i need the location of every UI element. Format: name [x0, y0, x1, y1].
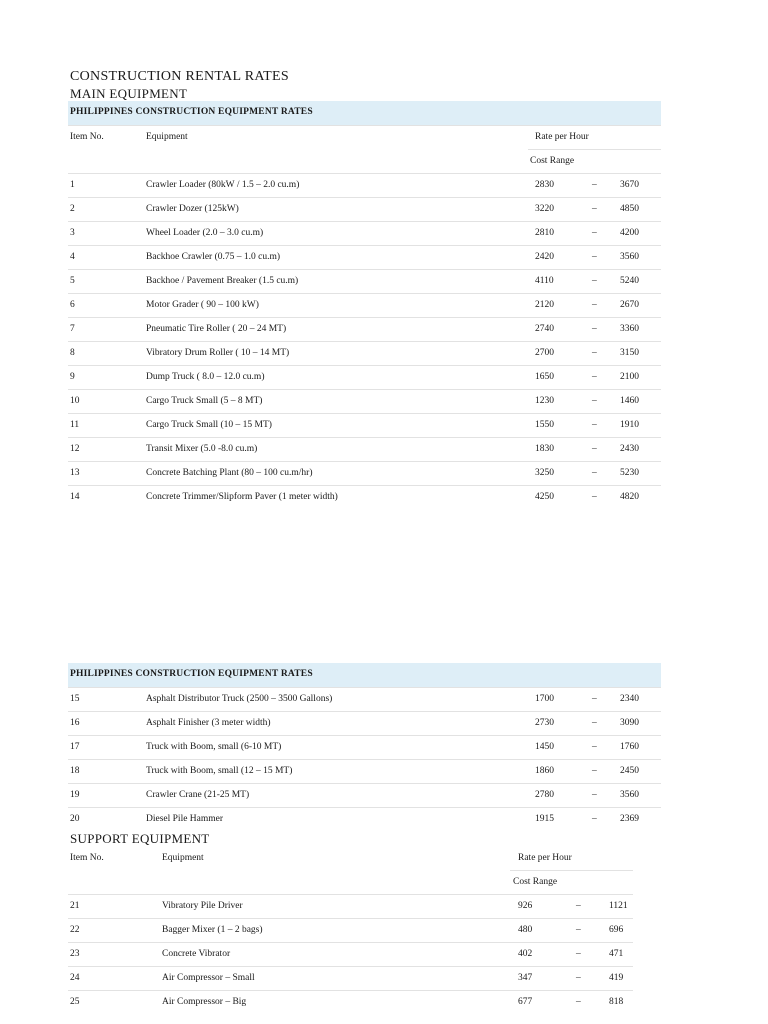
rate-max: 3670: [620, 180, 639, 190]
rate-max: 5240: [620, 276, 639, 286]
rate-max: 1460: [620, 396, 639, 406]
rate-min: 3250: [535, 468, 554, 478]
table-row: [68, 783, 661, 808]
equipment-name: Backhoe / Pavement Breaker (1.5 cu.m): [146, 276, 299, 286]
rate-min: 2420: [535, 252, 554, 262]
col-cost-range: Cost Range: [530, 156, 575, 166]
rate-min: 2780: [535, 790, 554, 800]
header-divider: [68, 125, 661, 126]
rate-max: 471: [609, 949, 624, 959]
col-item-no: Item No.: [70, 132, 104, 142]
header-divider: [528, 149, 661, 150]
item-number: 1: [70, 180, 75, 190]
item-number: 3: [70, 228, 75, 238]
table-row: [68, 918, 633, 943]
item-number: 17: [70, 742, 80, 752]
equipment-name: Truck with Boom, small (6-10 MT): [146, 742, 282, 752]
equipment-name: Crawler Crane (21-25 MT): [146, 790, 250, 800]
rate-max: 2450: [620, 766, 639, 776]
item-number: 8: [70, 348, 75, 358]
equipment-name: Crawler Loader (80kW / 1.5 – 2.0 cu.m): [146, 180, 300, 190]
item-number: 7: [70, 324, 75, 334]
table-row: [68, 317, 661, 342]
table-row: [68, 437, 661, 462]
equipment-name: Backhoe Crawler (0.75 – 1.0 cu.m): [146, 252, 281, 262]
rate-max: 2340: [620, 694, 639, 704]
table-band-2: [68, 663, 661, 687]
rate-min: 402: [518, 949, 533, 959]
rate-min: 1830: [535, 444, 554, 454]
item-number: 21: [70, 901, 80, 911]
table-row: [68, 365, 661, 390]
equipment-name: Concrete Trimmer/Slipform Paver (1 meter width): [146, 492, 338, 502]
rate-min: 2740: [535, 324, 554, 334]
table-row: [68, 735, 661, 760]
table-row: [68, 990, 633, 1015]
col-equipment: Equipment: [162, 853, 204, 863]
range-dash: –: [592, 324, 597, 334]
table-row: [68, 759, 661, 784]
range-dash: –: [592, 694, 597, 704]
col-equipment: Equipment: [146, 132, 188, 142]
equipment-name: Concrete Batching Plant (80 – 100 cu.m/hr): [146, 468, 313, 478]
rate-min: 1230: [535, 396, 554, 406]
range-dash: –: [592, 766, 597, 776]
rate-min: 3220: [535, 204, 554, 214]
item-number: 20: [70, 814, 80, 824]
item-number: 14: [70, 492, 80, 502]
item-number: 11: [70, 420, 80, 430]
equipment-name: Wheel Loader (2.0 – 3.0 cu.m): [146, 228, 264, 238]
rate-min: 1860: [535, 766, 554, 776]
rate-max: 3360: [620, 324, 639, 334]
page-title: CONSTRUCTION RENTAL RATES: [70, 69, 289, 84]
table-row: [68, 221, 661, 246]
item-number: 23: [70, 949, 80, 959]
range-dash: –: [592, 348, 597, 358]
range-dash: –: [592, 228, 597, 238]
band-title: PHILIPPINES CONSTRUCTION EQUIPMENT RATES: [70, 107, 313, 117]
range-dash: –: [592, 372, 597, 382]
rate-max: 2670: [620, 300, 639, 310]
equipment-name: Diesel Pile Hammer: [146, 814, 224, 824]
table-row: [68, 389, 661, 414]
table-row: [68, 293, 661, 318]
range-dash: –: [592, 468, 597, 478]
equipment-name: Asphalt Finisher (3 meter width): [146, 718, 271, 728]
rate-max: 1910: [620, 420, 639, 430]
rate-max: 419: [609, 973, 624, 983]
equipment-name: Transit Mixer (5.0 -8.0 cu.m): [146, 444, 258, 454]
rate-max: 2100: [620, 372, 639, 382]
header-divider: [510, 870, 633, 871]
range-dash: –: [592, 492, 597, 502]
range-dash: –: [576, 949, 581, 959]
rate-max: 4850: [620, 204, 639, 214]
equipment-name: Bagger Mixer (1 – 2 bags): [162, 925, 263, 935]
range-dash: –: [592, 204, 597, 214]
range-dash: –: [576, 997, 581, 1007]
range-dash: –: [592, 444, 597, 454]
table-row: [68, 687, 661, 712]
item-number: 19: [70, 790, 80, 800]
table-row: [68, 245, 661, 270]
equipment-name: Truck with Boom, small (12 – 15 MT): [146, 766, 293, 776]
col-rate: Rate per Hour: [535, 132, 589, 142]
rate-min: 1650: [535, 372, 554, 382]
rate-min: 480: [518, 925, 533, 935]
item-number: 5: [70, 276, 75, 286]
table-row: [68, 711, 661, 736]
rate-max: 4820: [620, 492, 639, 502]
item-number: 18: [70, 766, 80, 776]
rate-min: 4110: [535, 276, 554, 286]
col-rate: Rate per Hour: [518, 853, 572, 863]
item-number: 12: [70, 444, 80, 454]
table-row: [68, 413, 661, 438]
table-row: [68, 269, 661, 294]
table-row: [68, 485, 661, 510]
table-row: [68, 942, 633, 967]
table-row: [68, 966, 633, 991]
range-dash: –: [592, 814, 597, 824]
item-number: 2: [70, 204, 75, 214]
col-item-no: Item No.: [70, 853, 104, 863]
range-dash: –: [576, 973, 581, 983]
rate-min: 1915: [535, 814, 554, 824]
table-row: [68, 461, 661, 486]
rate-max: 5230: [620, 468, 639, 478]
table-row: [68, 341, 661, 366]
rate-min: 2830: [535, 180, 554, 190]
item-number: 22: [70, 925, 80, 935]
rate-max: 3560: [620, 790, 639, 800]
item-number: 9: [70, 372, 75, 382]
equipment-name: Vibratory Drum Roller ( 10 – 14 MT): [146, 348, 290, 358]
table-band-1: [68, 101, 661, 125]
rate-max: 1760: [620, 742, 639, 752]
rate-max: 818: [609, 997, 624, 1007]
rate-max: 4200: [620, 228, 639, 238]
item-number: 24: [70, 973, 80, 983]
item-number: 4: [70, 252, 75, 262]
table-row: [68, 894, 633, 919]
rate-max: 1121: [609, 901, 628, 911]
item-number: 16: [70, 718, 80, 728]
equipment-name: Motor Grader ( 90 – 100 kW): [146, 300, 259, 310]
table-row: [68, 807, 661, 832]
support-equipment-heading: SUPPORT EQUIPMENT: [70, 831, 210, 846]
rate-min: 2120: [535, 300, 554, 310]
table-row: [68, 197, 661, 222]
range-dash: –: [592, 718, 597, 728]
item-number: 25: [70, 997, 80, 1007]
rate-min: 2700: [535, 348, 554, 358]
equipment-name: Asphalt Distributor Truck (2500 – 3500 Gallons): [146, 694, 333, 704]
range-dash: –: [592, 790, 597, 800]
equipment-name: Cargo Truck Small (5 – 8 MT): [146, 396, 263, 406]
rate-max: 696: [609, 925, 624, 935]
rate-max: 3560: [620, 252, 639, 262]
rate-min: 1450: [535, 742, 554, 752]
range-dash: –: [592, 396, 597, 406]
rate-max: 3090: [620, 718, 639, 728]
rate-min: 347: [518, 973, 533, 983]
item-number: 13: [70, 468, 80, 478]
rate-max: 2430: [620, 444, 639, 454]
range-dash: –: [592, 276, 597, 286]
range-dash: –: [576, 901, 581, 911]
equipment-name: Pneumatic Tire Roller ( 20 – 24 MT): [146, 324, 287, 334]
item-number: 6: [70, 300, 75, 310]
range-dash: –: [592, 420, 597, 430]
rate-max: 3150: [620, 348, 639, 358]
band-title: PHILIPPINES CONSTRUCTION EQUIPMENT RATES: [70, 669, 313, 679]
table-row: [68, 173, 661, 198]
range-dash: –: [592, 252, 597, 262]
rate-min: 2730: [535, 718, 554, 728]
rate-min: 926: [518, 901, 533, 911]
item-number: 10: [70, 396, 80, 406]
rate-min: 677: [518, 997, 533, 1007]
rate-min: 2810: [535, 228, 554, 238]
equipment-name: Cargo Truck Small (10 – 15 MT): [146, 420, 272, 430]
rate-min: 1700: [535, 694, 554, 704]
item-number: 15: [70, 694, 80, 704]
equipment-name: Air Compressor – Small: [162, 973, 255, 983]
rate-max: 2369: [620, 814, 639, 824]
col-cost-range: Cost Range: [513, 877, 558, 887]
range-dash: –: [576, 925, 581, 935]
main-equipment-heading: MAIN EQUIPMENT: [70, 86, 188, 101]
rate-min: 4250: [535, 492, 554, 502]
range-dash: –: [592, 300, 597, 310]
equipment-name: Crawler Dozer (125kW): [146, 204, 239, 214]
range-dash: –: [592, 742, 597, 752]
rate-min: 1550: [535, 420, 554, 430]
equipment-name: Dump Truck ( 8.0 – 12.0 cu.m): [146, 372, 265, 382]
equipment-name: Air Compressor – Big: [162, 997, 247, 1007]
range-dash: –: [592, 180, 597, 190]
equipment-name: Vibratory Pile Driver: [162, 901, 243, 911]
equipment-name: Concrete Vibrator: [162, 949, 231, 959]
